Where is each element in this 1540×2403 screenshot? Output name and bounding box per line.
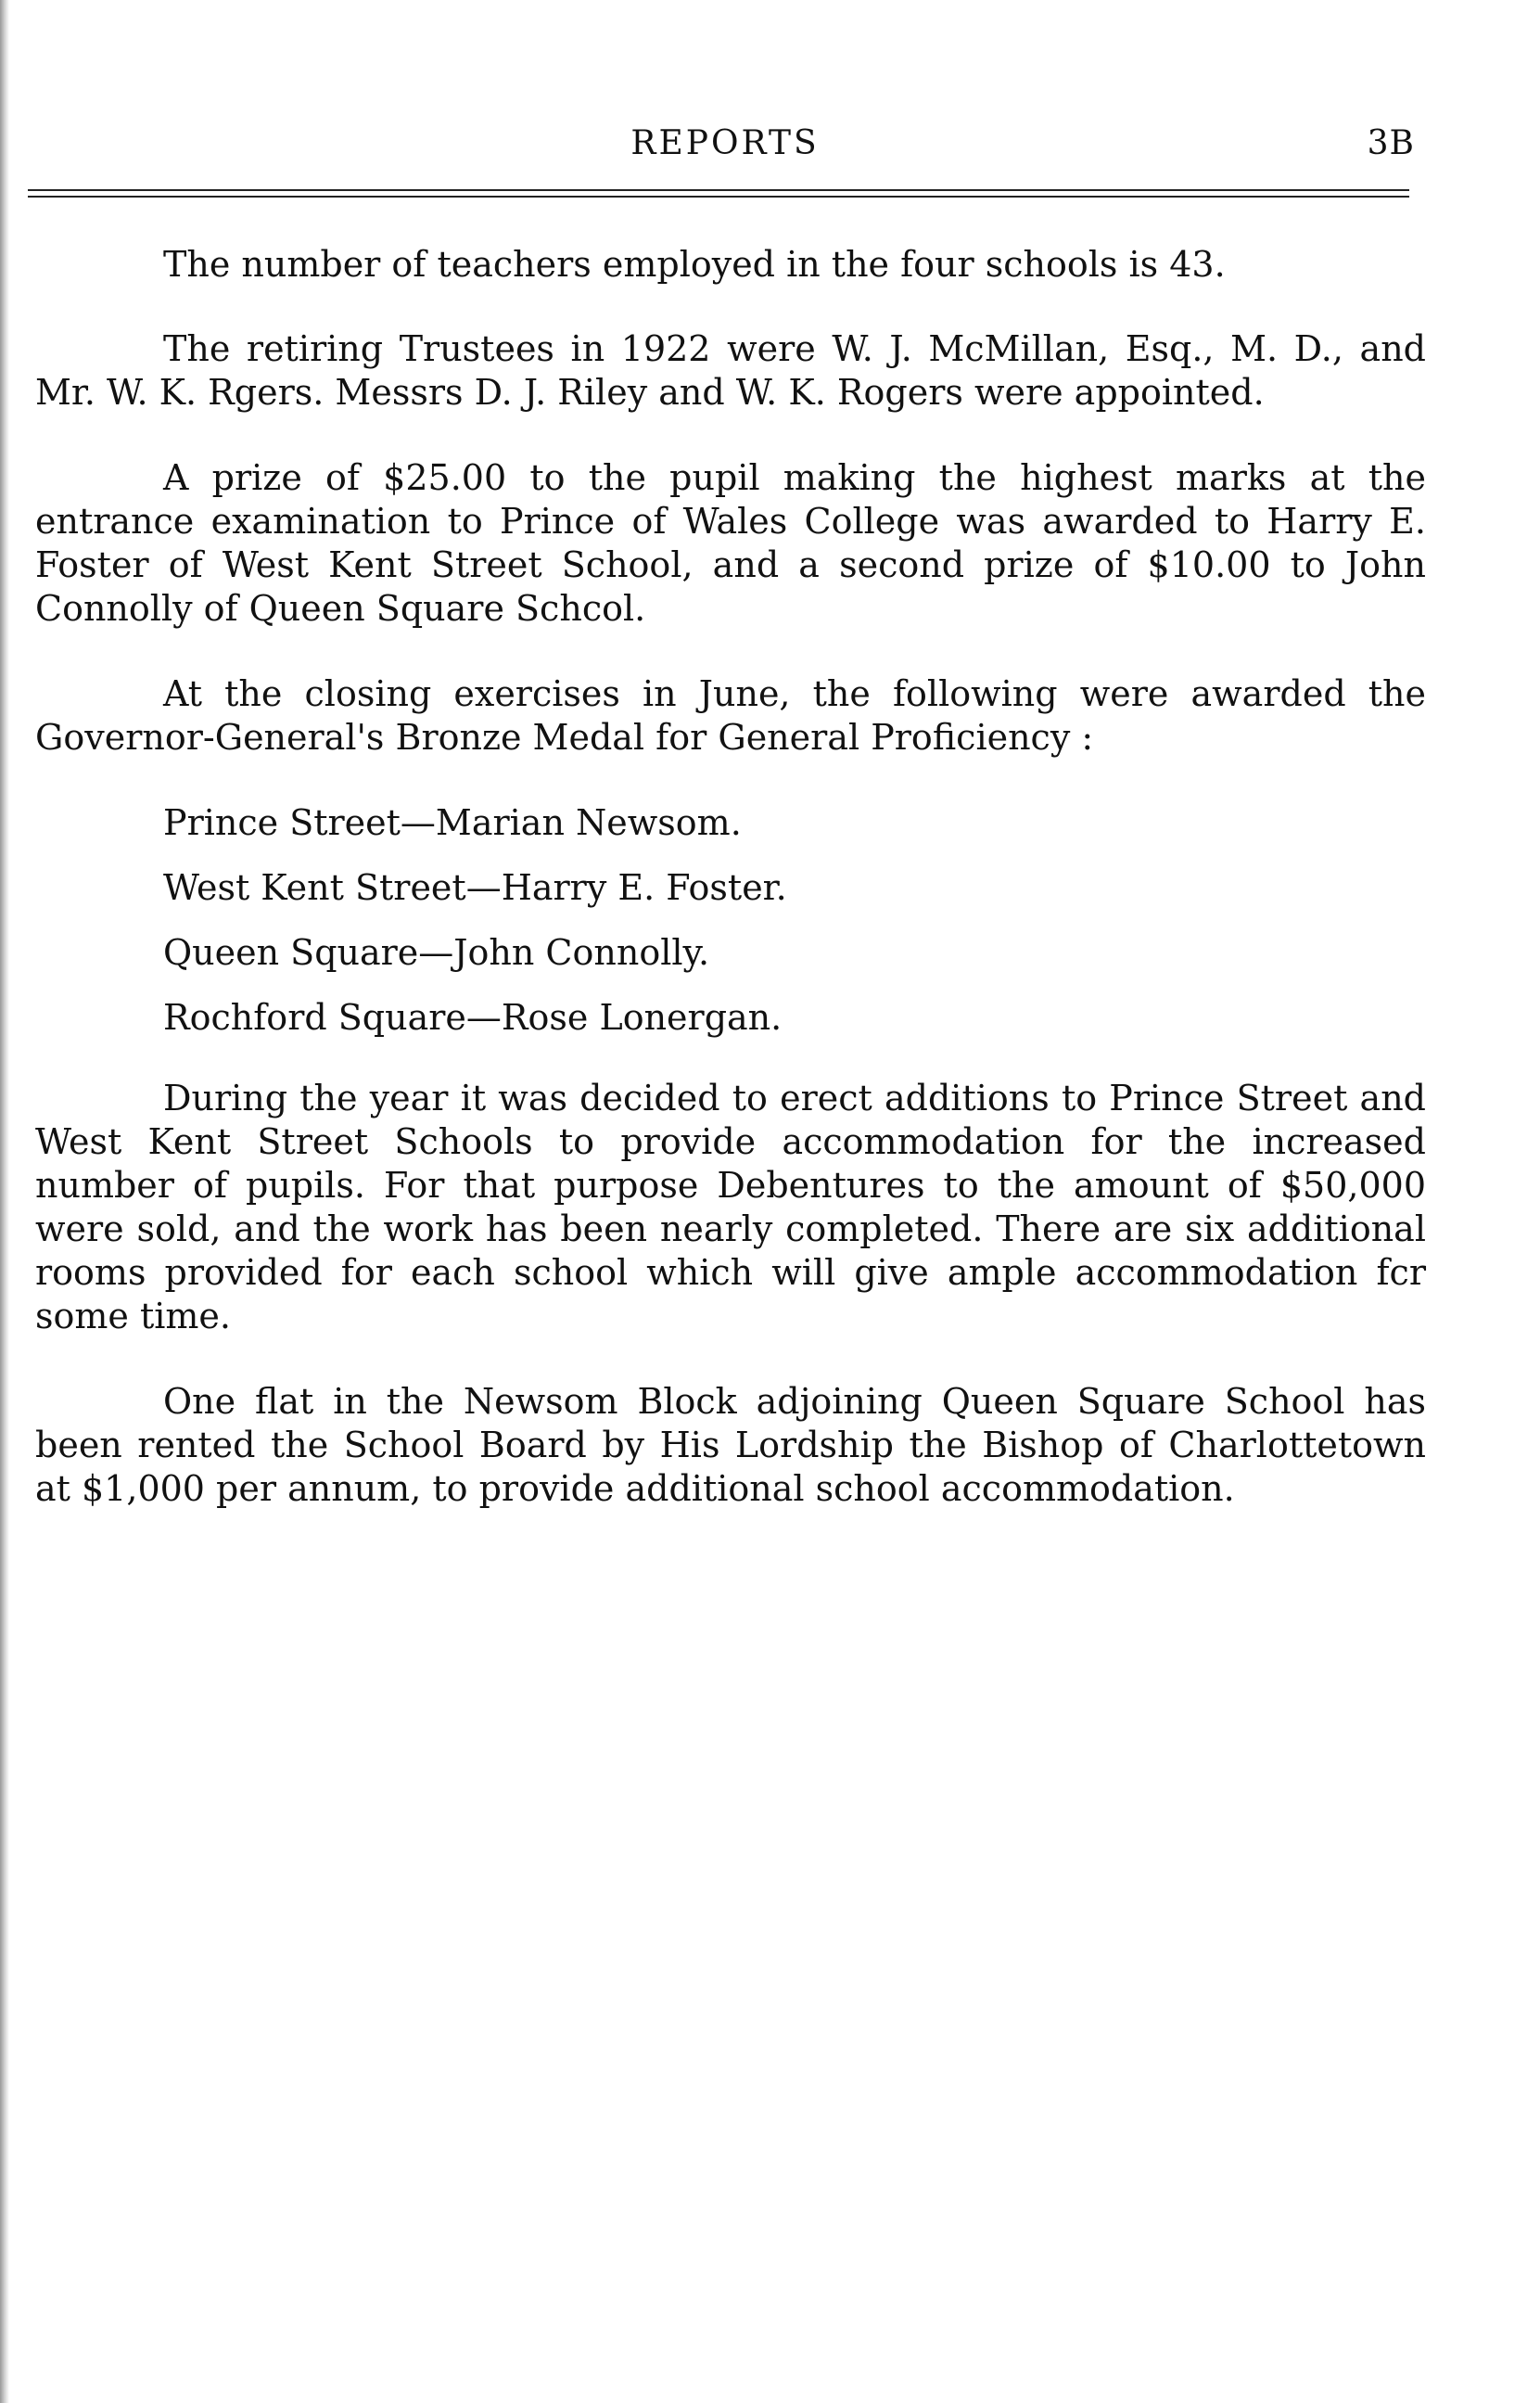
header-rule-top [28, 189, 1409, 191]
paragraph-additions: During the year it was decided to erect additions to Prince Street and West Kent Street Schools to provide accommodation for the increased number of pupils. For that purpose Debentures to the amount of $50,000 were sold, and the work has been nearly completed. There are six additional rooms provided for each school which will give ample accommodation fcr some time. [35, 1078, 1426, 1336]
paragraph-trustees: The retiring Trustees in 1922 were W. J. McMillan, Esq., M. D., and Mr. W. K. Rgers. Messrs D. J. Riley and W. K. Rogers were appointed. [35, 328, 1426, 413]
header-rule-bottom [28, 196, 1409, 198]
medal-winner-list [35, 801, 1426, 1040]
page-header [35, 119, 1415, 174]
medal-winner-item: Queen Square—John Connolly. [163, 932, 710, 973]
paragraph-newsom-block: One flat in the Newsom Block adjoining Queen Square School has been rented the School Board by His Lordship the Bishop of Charlottetown at $1,000 per annum, to provide additional school accommodation. [35, 1381, 1426, 1509]
medal-winner-item: Prince Street—Marian Newsom. [163, 802, 742, 843]
medal-winner-item: West Kent Street—Harry E. Foster. [163, 867, 787, 908]
paragraph-prizes: A prize of $25.00 to the pupil making the highest marks at the entrance examination to Prince of Wales College was awarded to Harry E. Foster of West Kent Street School, and a second prize of $10.00 to John Connolly of Queen Square Schcol. [35, 457, 1426, 629]
paragraph-closing-exercises: At the closing exercises in June, the following were awarded the Governor-General's Bronze Medal for General Proficiency : [35, 673, 1426, 758]
paragraph-teachers: The number of teachers employed in the four schools is 43. [163, 244, 1226, 285]
page-number: 3B [1367, 124, 1415, 162]
report-body [35, 243, 1426, 1553]
medal-winner-item: Rochford Square—Rose Lonergan. [163, 997, 783, 1038]
scan-edge-shadow [0, 0, 9, 2403]
running-title: REPORTS [630, 124, 820, 162]
